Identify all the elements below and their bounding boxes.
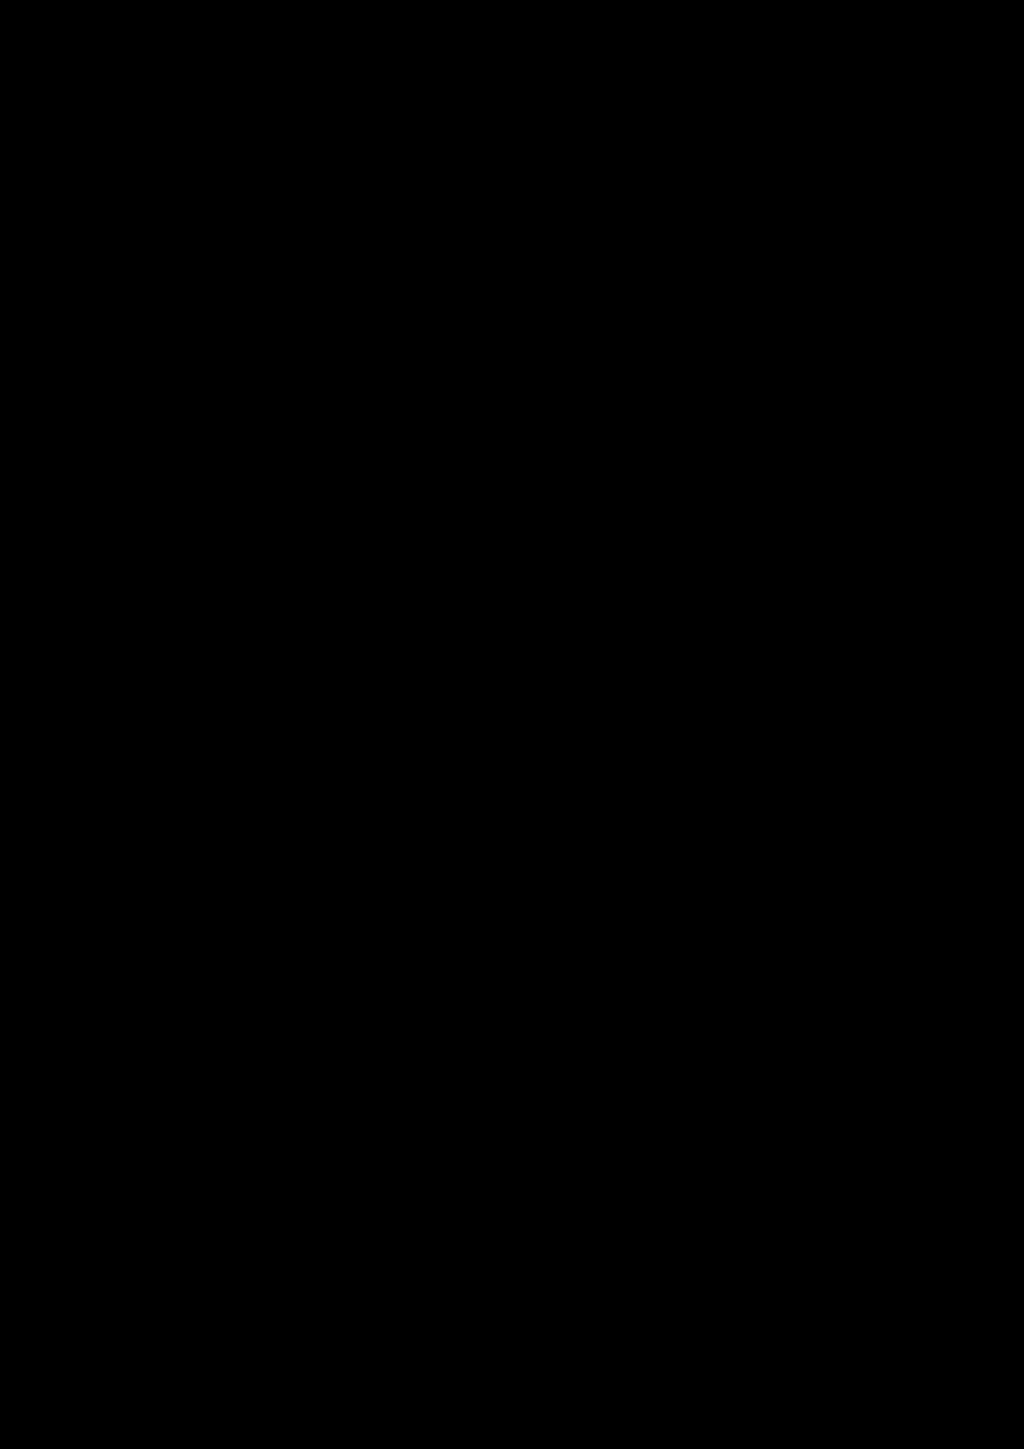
council-date-reference: Rady Miasta Opola z dnia ................. (608, 163, 855, 180)
field-scope-of-work: 2. Zakres prac, związanych z remontem elewacji: (153, 838, 539, 859)
field-regon: 5. Numer identyfikacyjny REGON: (153, 662, 435, 683)
document-title-line2: w których wykonano remont elewacji (360, 266, 664, 287)
section-2-number: II. (153, 736, 172, 756)
field-taxpayer-nip-pesel: 3. Numer NIP/PESEL: (153, 495, 337, 516)
section-2-title: Dane dotyczące remontu elewacji (219, 736, 476, 756)
field-building-location: 1. Położenie budynku (dokładny adres wraz z numerem działki): (153, 760, 655, 781)
document-title-line1: Wniosek w sprawie zwolnienia z podatku od nieruchomości budynków, (224, 240, 800, 261)
attachment-reference: Załącznik do uchwały nr .................... (608, 128, 856, 145)
field-taxpayer-address: 2. Adres lub siedziba: (153, 443, 329, 464)
business-entities-note: W przypadku podmiotów gospodarczych: (153, 571, 471, 592)
field-own-funds-amount: 5. Wielkość środków własnych przeznaczonych na remont elewacji: (153, 1068, 682, 1089)
field-completion-date: 3. Termin zakończenia prac: (153, 915, 378, 936)
section-1-title: Dane podatnika: (214, 341, 350, 362)
section-1-number: I. (153, 341, 166, 362)
field-expenditure-amount: 4. Wielkość nakładów przeznaczonych na remont elewacji: (153, 991, 614, 1012)
field-remarks: 6. Uwagi: (153, 1143, 238, 1164)
field-taxpayer-name: 1. Imię i nazwisko/nazwa firmy: (153, 391, 410, 412)
field-legal-form: 4. Forma prawna przedsiębiorcy: (153, 609, 415, 630)
